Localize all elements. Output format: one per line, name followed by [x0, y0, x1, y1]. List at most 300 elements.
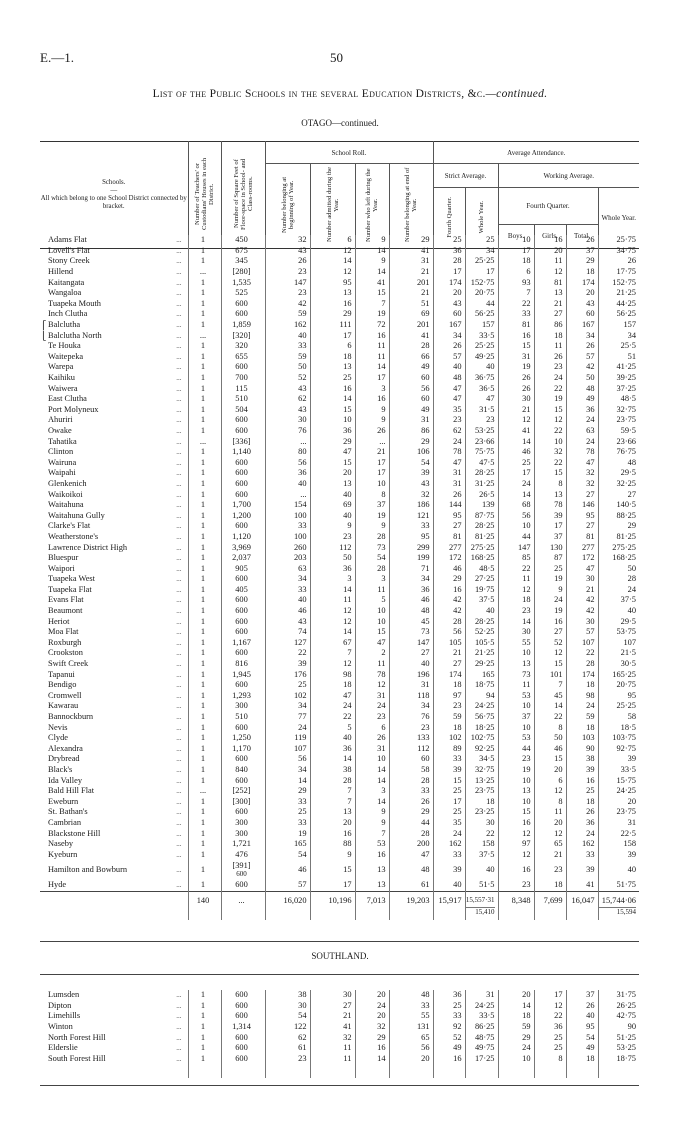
cell-begin: 57: [265, 880, 310, 891]
cell-houses: 1: [188, 712, 221, 723]
cell-left: 11: [355, 585, 389, 596]
cell-floor: [252]: [221, 786, 265, 797]
table-row: [40, 510, 639, 521]
cell-end: 39: [389, 468, 433, 479]
cell-strict-year: 25·25: [465, 256, 498, 267]
cell-floor: 1,945: [221, 669, 265, 680]
cell-whole-year: 24: [598, 585, 639, 596]
cell-end: 34: [389, 701, 433, 712]
cell-boys: 73: [498, 669, 534, 680]
cell-admitted: 69: [310, 500, 355, 511]
cell-girls: 45: [534, 691, 566, 702]
cell-begin: 33: [265, 585, 310, 596]
cell-whole-year: 42·75: [598, 1011, 639, 1022]
cell-end: 121: [389, 510, 433, 521]
cell-strict-year: 275·25: [465, 542, 498, 553]
cell-strict-q4: 52: [433, 1032, 465, 1043]
cell-strict-q4: 47: [433, 457, 465, 468]
cell-begin: 56: [265, 754, 310, 765]
cell-whole-year: 107: [598, 638, 639, 649]
cell-strict-year: 49·25: [465, 352, 498, 363]
cell-floor: 600: [221, 754, 265, 765]
cell-strict-q4: 78: [433, 447, 465, 458]
cell-boys: 10: [498, 521, 534, 532]
cell-whole-year: 90: [598, 1022, 639, 1033]
cell-end: 31: [389, 415, 433, 426]
school-name: Eweburn: [48, 796, 79, 806]
cell-floor: 1,167: [221, 638, 265, 649]
school-roll-header: School Roll.: [265, 142, 433, 164]
table-row: [40, 701, 639, 712]
cell-left: 47: [355, 638, 389, 649]
cell-boys: 44: [498, 744, 534, 755]
cell-whole-year: 34: [598, 330, 639, 341]
school-name: Glenkenich: [48, 478, 87, 488]
cell-strict-q4: 26: [433, 489, 465, 500]
cell-end: 33: [389, 1001, 433, 1012]
cell-strict-year: 27·25: [465, 574, 498, 585]
cell-boys: 22: [498, 299, 534, 310]
cell-strict-q4: 42: [433, 595, 465, 606]
cell-name: [40, 235, 188, 246]
cell-left: 54: [355, 553, 389, 564]
cell-whole-year: 28: [598, 574, 639, 585]
cell-houses: 1: [188, 765, 221, 776]
cell-strict-year: 26·5: [465, 489, 498, 500]
cell-houses: 1: [188, 394, 221, 405]
school-name: Tuapeka Flat: [48, 584, 92, 594]
total-strict-q4: 15,917: [433, 891, 465, 920]
cell-whole-year: 95: [598, 691, 639, 702]
cell-total: 33: [566, 849, 598, 860]
table-row: [40, 818, 639, 829]
cell-strict-year: 44: [465, 299, 498, 310]
bracket-icon: ⎧: [40, 320, 47, 331]
cell-end: 29: [389, 235, 433, 246]
cell-total: 18: [566, 722, 598, 733]
cell-left: 15: [355, 288, 389, 299]
cell-boys: 53: [498, 733, 534, 744]
table-row: [40, 595, 639, 606]
cell-houses: 1: [188, 235, 221, 246]
school-name: Tuapeka West: [48, 574, 96, 584]
cell-end: 34: [389, 574, 433, 585]
cell-left: 16: [355, 394, 389, 405]
cell-total: 98: [566, 691, 598, 702]
cell-total: 25: [566, 786, 598, 797]
cell-begin: 25: [265, 807, 310, 818]
school-name: South Forest Hill: [48, 1053, 106, 1063]
school-name: Waikoikoi: [48, 489, 83, 499]
cell-floor: 1,721: [221, 839, 265, 850]
cell-boys: 31: [498, 352, 534, 363]
leader-dots: ...: [176, 660, 182, 669]
cell-whole-year: 21·25: [598, 288, 639, 299]
total-strict-year-note: 15,410: [466, 907, 495, 917]
leader-dots: ...: [176, 310, 182, 319]
cell-strict-q4: 31: [433, 468, 465, 479]
leader-dots: ...: [176, 1054, 182, 1063]
cell-admitted: 36: [310, 563, 355, 574]
cell-floor: 600: [221, 990, 265, 1001]
school-name: Drybread: [48, 754, 80, 764]
cell-admitted: 7: [310, 648, 355, 659]
cell-girls: 101: [534, 669, 566, 680]
cell-floor: 600: [221, 1011, 265, 1022]
cell-begin: 14: [265, 775, 310, 786]
cell-whole-year: 40: [598, 860, 639, 880]
cell-floor: 525: [221, 288, 265, 299]
cell-end: 201: [389, 320, 433, 331]
cell-total: 36: [566, 405, 598, 416]
cell-girls: 19: [534, 394, 566, 405]
cell-girls: 20: [534, 818, 566, 829]
cell-left: 24: [355, 701, 389, 712]
cell-end: 55: [389, 1011, 433, 1022]
cell-left: 6: [355, 722, 389, 733]
cell-girls: 18: [534, 880, 566, 891]
cell-left: 3: [355, 383, 389, 394]
table-row: [40, 754, 639, 765]
cell-whole-year: 31: [598, 818, 639, 829]
cell-admitted: 23: [310, 532, 355, 543]
cell-begin: 46: [265, 860, 310, 880]
cell-boys: 19: [498, 362, 534, 373]
cell-strict-year: 31·5: [465, 405, 498, 416]
cell-begin: ...: [265, 489, 310, 500]
cell-total: 30: [566, 574, 598, 585]
cell-total: 38: [566, 754, 598, 765]
cell-name: [40, 744, 188, 755]
cell-left: 2: [355, 648, 389, 659]
cell-strict-q4: 33: [433, 1011, 465, 1022]
cell-strict-year: 20·75: [465, 288, 498, 299]
cell-strict-year: 31·25: [465, 479, 498, 490]
cell-admitted: 12: [310, 616, 355, 627]
cell-name: [40, 352, 188, 363]
cell-admitted: 67: [310, 638, 355, 649]
cell-end: 41: [389, 246, 433, 257]
leader-dots: ...: [176, 670, 182, 679]
cell-boys: 55: [498, 638, 534, 649]
table-row: [40, 733, 639, 744]
table-row: [40, 585, 639, 596]
cell-strict-q4: 277: [433, 542, 465, 553]
cell-admitted: 5: [310, 722, 355, 733]
cell-whole-year: 25·25: [598, 701, 639, 712]
cell-strict-year: 48·75: [465, 1032, 498, 1043]
cell-strict-year: 40: [465, 606, 498, 617]
cell-end: 60: [389, 754, 433, 765]
table-row: [40, 436, 639, 447]
cell-boys: 23: [498, 880, 534, 891]
cell-strict-year: 23·25: [465, 807, 498, 818]
cell-whole-year: 44·25: [598, 299, 639, 310]
cell-floor: 600: [221, 489, 265, 500]
cell-admitted: 15: [310, 405, 355, 416]
cell-floor: 504: [221, 405, 265, 416]
cell-strict-year: 24·25: [465, 1001, 498, 1012]
cell-houses: 1: [188, 489, 221, 500]
cell-houses: 1: [188, 457, 221, 468]
cell-total: 50: [566, 373, 598, 384]
cell-boys: 68: [498, 500, 534, 511]
cell-whole-year: 21·5: [598, 648, 639, 659]
cell-total: 24: [566, 701, 598, 712]
cell-houses: 1: [188, 680, 221, 691]
cell-whole-year: 56·25: [598, 309, 639, 320]
cell-whole-year: 51·25: [598, 1032, 639, 1043]
cell-strict-q4: 18: [433, 680, 465, 691]
leader-dots: ...: [176, 1023, 182, 1032]
schools-label: Schools.: [102, 179, 126, 186]
cell-left: 3: [355, 574, 389, 585]
cell-girls: 12: [534, 786, 566, 797]
cell-boys: 10: [498, 1054, 534, 1065]
school-name: Bannockburn: [48, 712, 94, 722]
cell-whole-year: 40: [598, 606, 639, 617]
cell-whole-year: 76·75: [598, 447, 639, 458]
cell-boys: 81: [498, 320, 534, 331]
cell-strict-q4: 17: [433, 796, 465, 807]
cell-begin: 39: [265, 659, 310, 670]
cell-end: 71: [389, 563, 433, 574]
cell-floor: 1,170: [221, 744, 265, 755]
cell-houses: 1: [188, 807, 221, 818]
cell-end: 54: [389, 457, 433, 468]
cell-begin: 30: [265, 415, 310, 426]
cell-strict-year: 23·75: [465, 786, 498, 797]
cell-boys: 12: [498, 849, 534, 860]
otago-totals-row: [40, 891, 639, 920]
cell-whole-year: 158: [598, 839, 639, 850]
cell-end: 60: [389, 373, 433, 384]
cell-end: 49: [389, 405, 433, 416]
cell-name: [40, 267, 188, 278]
cell-strict-q4: 25: [433, 786, 465, 797]
cell-total: 36: [566, 818, 598, 829]
strict-q4-header: Fourth Quarter.: [433, 188, 465, 249]
cell-total: 18: [566, 267, 598, 278]
cell-admitted: 11: [310, 1054, 355, 1065]
cell-name: [40, 436, 188, 447]
cell-end: 51: [389, 299, 433, 310]
cell-begin: 23: [265, 288, 310, 299]
cell-total: 54: [566, 1032, 598, 1043]
cell-admitted: 41: [310, 1022, 355, 1033]
table-row: [40, 468, 639, 479]
cell-strict-q4: 40: [433, 880, 465, 891]
leader-dots: ...: [176, 575, 182, 584]
cell-admitted: 15: [310, 457, 355, 468]
cell-begin: 34: [265, 765, 310, 776]
school-name: Kawarau: [48, 701, 79, 711]
table-row: [40, 542, 639, 553]
cell-strict-year: 48·5: [465, 563, 498, 574]
leader-dots: ...: [176, 649, 182, 658]
cell-left: 14: [355, 246, 389, 257]
cell-houses: 1: [188, 383, 221, 394]
cell-strict-q4: 15: [433, 775, 465, 786]
school-name: Limehills: [48, 1011, 81, 1021]
school-name: Kyeburn: [48, 849, 78, 859]
cell-admitted: 98: [310, 669, 355, 680]
cell-strict-q4: 43: [433, 299, 465, 310]
cell-girls: 50: [534, 733, 566, 744]
cell-left: 16: [355, 330, 389, 341]
cell-girls: 10: [534, 436, 566, 447]
cell-houses: 1: [188, 1054, 221, 1065]
cell-whole-year: 140·5: [598, 500, 639, 511]
cell-girls: 12: [534, 648, 566, 659]
cell-houses: ...: [188, 436, 221, 447]
cell-begin: 43: [265, 616, 310, 627]
cell-total: 81: [566, 532, 598, 543]
cell-total: 172: [566, 553, 598, 564]
cell-whole-year: 58: [598, 712, 639, 723]
cell-girls: 19: [534, 606, 566, 617]
cell-boys: 12: [498, 585, 534, 596]
school-name: Clinton: [48, 447, 74, 457]
cell-total: 18: [566, 680, 598, 691]
cell-name: [40, 341, 188, 352]
cell-whole-year: 51: [598, 352, 639, 363]
cell-name: [40, 648, 188, 659]
school-name: Waitahuna: [48, 500, 84, 510]
table-row: [40, 500, 639, 511]
school-name: Stony Creek: [48, 256, 90, 266]
cell-strict-year: 28·25: [465, 521, 498, 532]
leader-dots: ...: [176, 501, 182, 510]
cell-left: 14: [355, 362, 389, 373]
cell-strict-year: 33·5: [465, 1011, 498, 1022]
school-name: Winton: [48, 1022, 73, 1032]
cell-floor: 1,250: [221, 733, 265, 744]
cell-boys: 46: [498, 447, 534, 458]
roll-end-header: Number belonging at end of Year.: [389, 164, 433, 249]
cell-whole-year: 33·5: [598, 765, 639, 776]
cell-strict-year: 87·75: [465, 510, 498, 521]
total-header: Total.: [566, 224, 598, 248]
cell-name: [40, 595, 188, 606]
cell-whole-year: 27: [598, 489, 639, 500]
cell-whole-year: 23·75: [598, 415, 639, 426]
cell-left: 73: [355, 542, 389, 553]
cell-admitted: 47: [310, 447, 355, 458]
cell-end: 29: [389, 436, 433, 447]
cell-begin: 38: [265, 990, 310, 1001]
cell-strict-year: 47: [465, 394, 498, 405]
cell-name: [40, 288, 188, 299]
cell-left: ...: [355, 436, 389, 447]
cell-strict-year: 36·75: [465, 373, 498, 384]
cell-strict-q4: 33: [433, 754, 465, 765]
school-name: Lawrence District High: [48, 542, 128, 552]
table-row: [40, 712, 639, 723]
girls-header: Girls.: [534, 224, 566, 248]
cell-end: 86: [389, 426, 433, 437]
cell-end: 43: [389, 479, 433, 490]
leader-dots: ...: [176, 596, 182, 605]
cell-houses: 1: [188, 616, 221, 627]
cell-girls: 27: [534, 309, 566, 320]
cell-strict-year: 37·5: [465, 849, 498, 860]
floor-header: Number of Square Feet of Floor-space in School- and Class-rooms.: [221, 142, 265, 249]
roll-left-header: Number who left during the Year.: [355, 164, 389, 249]
cell-total: 24: [566, 415, 598, 426]
cell-whole-year: 53·25: [598, 1043, 639, 1054]
cell-strict-year: 19·75: [465, 585, 498, 596]
cell-strict-year: 56·25: [465, 309, 498, 320]
cell-left: 41: [355, 277, 389, 288]
cell-left: 37: [355, 500, 389, 511]
cell-name: [40, 839, 188, 850]
table-row: [40, 638, 639, 649]
cell-total: 60: [566, 309, 598, 320]
cell-strict-year: 21·25: [465, 648, 498, 659]
cell-houses: 1: [188, 1001, 221, 1012]
cell-name: [40, 818, 188, 829]
cell-end: 31: [389, 256, 433, 267]
cell-floor: 115: [221, 383, 265, 394]
cell-floor: 600: [221, 1001, 265, 1012]
cell-left: 7: [355, 299, 389, 310]
table-header: [40, 141, 639, 249]
cell-admitted: 95: [310, 277, 355, 288]
cell-begin: 154: [265, 500, 310, 511]
cell-houses: 1: [188, 299, 221, 310]
leader-dots: ...: [176, 299, 182, 308]
cell-boys: 93: [498, 277, 534, 288]
cell-strict-q4: 27: [433, 659, 465, 670]
cell-boys: 147: [498, 542, 534, 553]
cell-admitted: 40: [310, 733, 355, 744]
cell-strict-year: 25: [465, 235, 498, 246]
cell-left: 21: [355, 447, 389, 458]
school-name: Tapanui: [48, 669, 75, 679]
cell-admitted: 14: [310, 585, 355, 596]
school-name: Ida Valley: [48, 775, 83, 785]
cell-strict-q4: 25: [433, 1001, 465, 1012]
cell-admitted: 29: [310, 436, 355, 447]
cell-name: [40, 669, 188, 680]
cell-girls: 20: [534, 765, 566, 776]
cell-girls: 65: [534, 839, 566, 850]
cell-end: 112: [389, 744, 433, 755]
leader-dots: ...: [176, 1012, 182, 1021]
cell-left: 10: [355, 479, 389, 490]
cell-total: 26: [566, 341, 598, 352]
cell-whole-year: 92·75: [598, 744, 639, 755]
roll-admitted-header: Number admitted during the Year.: [310, 164, 355, 249]
cell-girls: 9: [534, 585, 566, 596]
cell-strict-year: 30: [465, 818, 498, 829]
cell-admitted: 14: [310, 256, 355, 267]
cell-boys: 41: [498, 426, 534, 437]
cell-strict-year: 53·25: [465, 426, 498, 437]
cell-name: [40, 627, 188, 638]
leader-dots: ...: [176, 734, 182, 743]
cell-begin: 122: [265, 1022, 310, 1033]
cell-strict-year: 40: [465, 860, 498, 880]
cell-left: 15: [355, 627, 389, 638]
cell-floor: 600: [221, 627, 265, 638]
leader-dots: ...: [176, 991, 182, 1000]
cell-houses: 1: [188, 341, 221, 352]
cell-name: [40, 489, 188, 500]
cell-name: [40, 585, 188, 596]
cell-end: 33: [389, 521, 433, 532]
